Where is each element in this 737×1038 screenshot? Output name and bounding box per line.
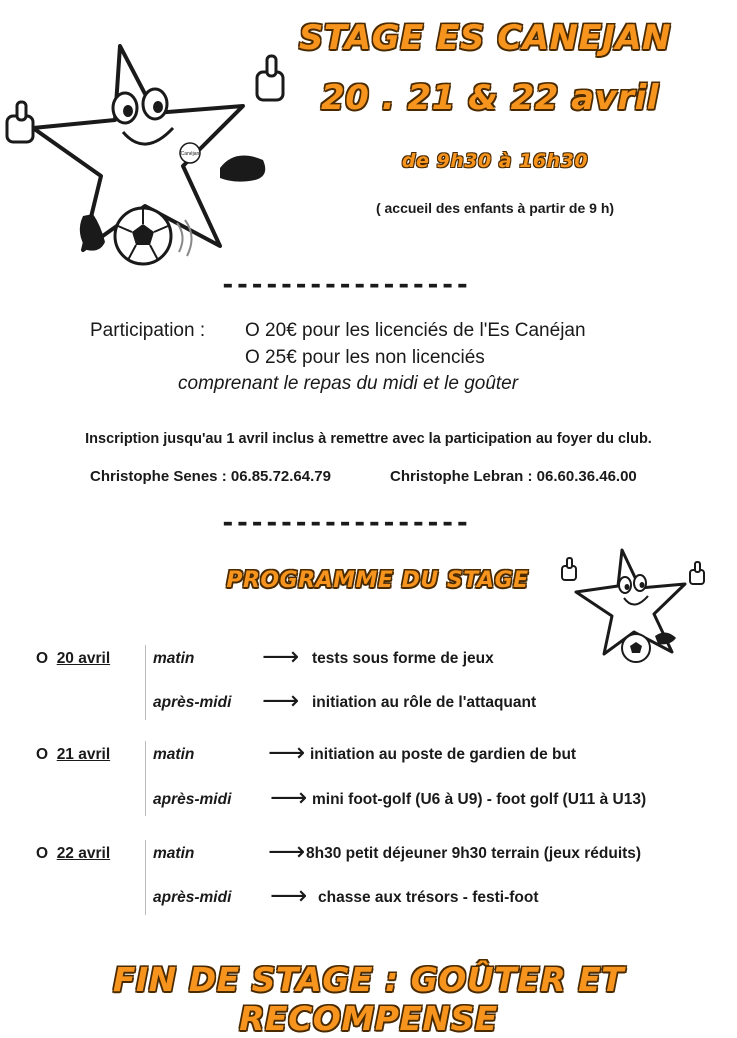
period-morning-label: matin (153, 650, 195, 667)
small-thumbs-up-right-icon (690, 562, 704, 584)
activity-morning: 8h30 petit déjeuner 9h30 terrain (jeux réduits) (306, 845, 642, 862)
period-afternoon-label: après-midi (153, 791, 232, 808)
participation-option-licensed: O 20€ pour les licenciés de l'Es Canéjan (245, 320, 586, 341)
activity-morning: initiation au poste de gardien de but (310, 746, 577, 763)
thumbs-up-right-icon (257, 56, 283, 100)
separator-top: ----------------- (220, 270, 470, 300)
activity-afternoon: chasse aux trésors - festi-foot (318, 889, 539, 906)
day-20-avril: O 20 avril (36, 650, 111, 667)
arrow-right-icon: ⟶ (262, 642, 300, 672)
shoe-right-icon (220, 156, 265, 182)
stage-dates: 20 . 21 & 22 avril (321, 78, 659, 118)
small-soccer-ball-icon (622, 634, 650, 662)
activity-afternoon: mini foot-golf (U6 à U9) - foot golf (U11 à U13) (312, 791, 647, 808)
arrow-right-icon: ⟶ (262, 686, 300, 716)
stage-hours: de 9h30 à 16h30 (401, 150, 589, 172)
star-mascot-illustration (5, 28, 290, 278)
thumbs-up-left-icon (7, 102, 33, 142)
registration-text: Inscription jusqu'au 1 avril inclus à remettre avec la participation au foyer du club. (85, 431, 652, 447)
footer-banner: FIN DE STAGE : GOÛTER ET RECOMPENSE (112, 960, 625, 1038)
participation-label: Participation : (90, 320, 206, 341)
separator-bottom: ----------------- (220, 508, 470, 538)
star-mascot-small-illustration (560, 540, 710, 665)
arrow-right-icon: ⟶ (270, 881, 308, 911)
day-divider (145, 645, 146, 720)
day-divider (145, 741, 146, 816)
activity-afternoon: initiation au rôle de l'attaquant (312, 694, 537, 711)
day-date: 22 avril (56, 845, 111, 862)
activity-morning: tests sous forme de jeux (312, 650, 494, 667)
day-date: 21 avril (56, 746, 111, 763)
stage-title: STAGE ES CANEJAN (298, 18, 672, 58)
soccer-ball-icon (115, 208, 171, 264)
welcome-note: ( accueil des enfants à partir de 9 h) (375, 200, 615, 216)
period-afternoon-label: après-midi (153, 889, 232, 906)
club-badge-text: Canéjan (180, 151, 200, 157)
small-thumbs-up-left-icon (562, 558, 576, 580)
programme-title: PROGRAMME DU STAGE (226, 568, 529, 593)
day-21-avril: O 21 avril (36, 746, 111, 763)
period-morning-label: matin (153, 845, 195, 862)
participation-option-unlicensed: O 25€ pour les non licenciés (245, 347, 485, 368)
day-divider (145, 840, 146, 915)
period-afternoon-label: après-midi (153, 694, 232, 711)
arrow-right-icon: ⟶ (270, 783, 308, 813)
participation-includes: comprenant le repas du midi et le goûter (178, 373, 519, 394)
arrow-right-icon: ⟶ (268, 837, 306, 867)
arrow-right-icon: ⟶ (268, 738, 306, 768)
day-date: 20 avril (56, 650, 111, 667)
day-22-avril: O 22 avril (36, 845, 111, 862)
period-morning-label: matin (153, 746, 195, 763)
contact-senes: Christophe Senes : 06.85.72.64.79 (90, 468, 331, 485)
contact-lebran: Christophe Lebran : 06.60.36.46.00 (390, 468, 637, 485)
